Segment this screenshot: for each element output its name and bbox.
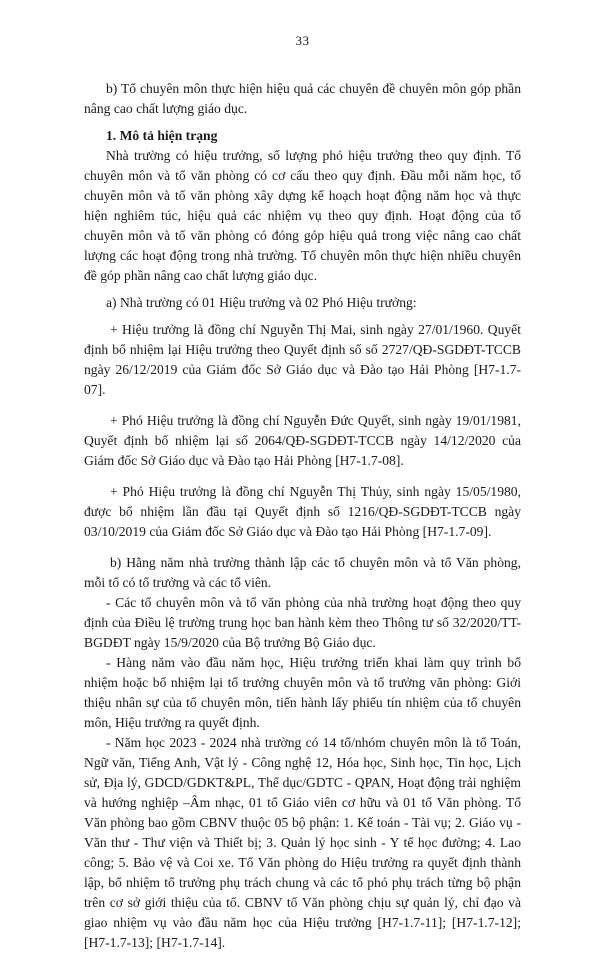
paragraph-appointment-process: - Hàng năm vào đầu năm học, Hiệu trưởng triển khai làm quy trình bổ nhiệm hoặc bổ nhiệm lại tổ trưởng chuyên môn và tổ trưởng văn phòng: Giới thiệu nhân sự của tổ chuyên môn, tiến hành lấy phiếu tín nhiệm của tổ chuyên môn, Hiệu trưởng ra quyết định. [84, 655, 521, 730]
paragraph-principal: + Hiệu trưởng là đồng chí Nguyễn Thị Mai, sinh ngày 27/01/1960. Quyết định bổ nhiệm lại Hiệu trưởng theo Quyết định số số 2727/QĐ-SGDĐT-TCCB ngày 26/12/2019 của Giám đốc Sở Giáo dục và Đào tạo Hải Phòng [H7-1.7-07]. [84, 322, 521, 397]
paragraph-vice-principal-1: + Phó Hiệu trưởng là đồng chí Nguyễn Đức Quyết, sinh ngày 19/01/1981, Quyết định bổ nhiệm lại số 2064/QĐ-SGDĐT-TCCB ngày 14/12/2020 của Giám đốc Sở Giáo dục và Đào tạo Hải Phòng [H7-1.7-08]. [84, 413, 521, 468]
section-heading: 1. Mô tả hiện trạng [106, 128, 218, 143]
paragraph-leadership-summary: a) Nhà trường có 01 Hiệu trưởng và 02 Phó Hiệu trưởng: [106, 295, 417, 310]
page-number: 33 [295, 33, 310, 48]
paragraph-current-state: Nhà trường có hiệu trưởng, số lượng phó hiệu trưởng theo quy định. Tổ chuyên môn và tổ văn phòng có cơ cấu theo quy định. Đầu mỗi năm học, tổ chuyên môn và tổ văn phòng xây dựng kế hoạch hoạt động năm học và thực hiện nghiêm túc, hiệu quả các nhiệm vụ theo quy định. Hoạt động của tổ chuyên môn và tổ văn phòng có đóng góp hiệu quả trong việc nâng cao chất lượng các hoạt động trong nhà trường. Tổ chuyên môn thực hiện nhiều chuyên đề góp phần nâng cao chất lượng giáo dục. [84, 148, 521, 283]
paragraph-school-year-teams: - Năm học 2023 - 2024 nhà trường có 14 tổ/nhóm chuyên môn là tổ Toán, Ngữ văn, Tiếng Anh, Vật lý - Công nghệ 12, Hóa học, Sinh học, Tin học, Lịch sử, Địa lý, GDCD/GDKT&PL, Thể dục/GDTC - QPAN, Hoạt động trải nghiệm và hướng nghiệp –Âm nhạc, 01 tổ Giáo viên cơ hữu và 01 tổ Văn phòng. Tổ Văn phòng bao gồm CBNV thuộc 05 bộ phận: 1. Kế toán - Tài vụ; 2. Giáo vụ - Văn thư - Thư viện và Thiết bị; 3. Quản lý học sinh - Y tế học đường; 4. Lao công; 5. Bảo vệ và Coi xe. Tổ Văn phòng do Hiệu trưởng ra quyết định thành lập, bổ nhiệm tổ trưởng phụ trách chung và các tổ phó phụ trách từng bộ phận trên cơ sở giới thiệu của tổ. CBNV tổ Văn phòng chịu sự quản lý, chỉ đạo và giao nhiệm vụ vào đầu năm học của Hiệu trưởng [H7-1.7-11]; [H7-1.7-12]; [H7-1.7-13]; [H7-1.7-14]. [84, 735, 521, 950]
paragraph-vice-principal-2: + Phó Hiệu trưởng là đồng chí Nguyễn Thị Thủy, sinh ngày 15/05/1980, được bổ nhiệm lần đầu tại Quyết định số 1216/QĐ-SGDĐT-TCCB ngày 03/10/2019 của Giám đốc Sở Giáo dục và Đào tạo Hải Phòng [H7-1.7-09]. [84, 484, 521, 539]
paragraph-teams-established: b) Hằng năm nhà trường thành lập các tổ chuyên môn và tổ Văn phòng, mỗi tổ có tổ trưởng và các tổ viên. [84, 555, 521, 590]
paragraph-team-regulations: - Các tổ chuyên môn và tổ văn phòng của nhà trường hoạt động theo quy định của Điều lệ trường trung học ban hành kèm theo Thông tư số 32/2020/TT-BGDĐT ngày 15/9/2020 của Bộ trưởng Bộ Giáo dục. [84, 595, 521, 650]
intro-paragraph: b) Tổ chuyên môn thực hiện hiệu quả các chuyên đề chuyên môn góp phần nâng cao chất lượng giáo dục. [84, 81, 521, 116]
